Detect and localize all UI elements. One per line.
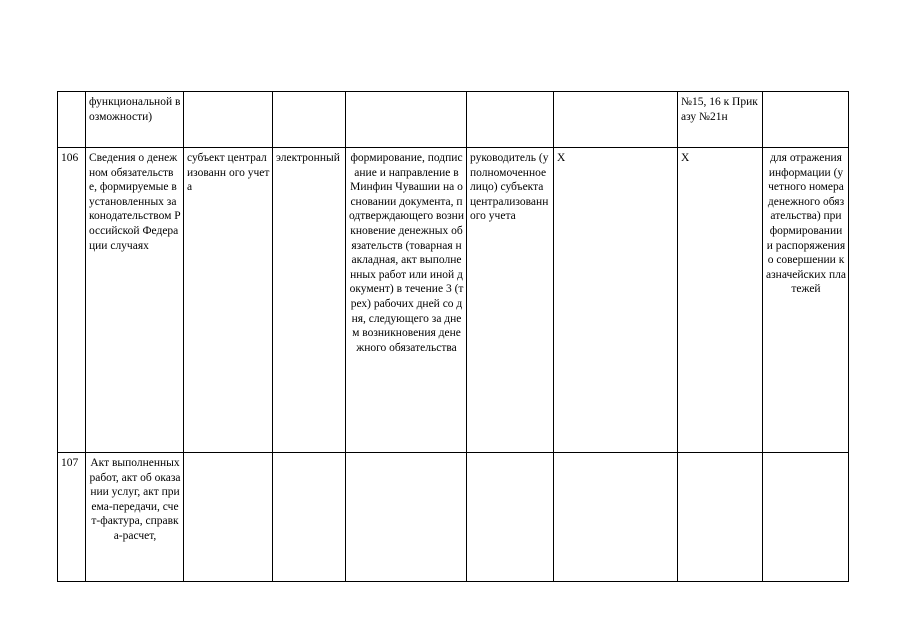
table-row: [58, 148, 849, 453]
purpose-cell: [763, 453, 849, 582]
form-cell: [273, 453, 346, 582]
document-name: Акт выполненных работ, акт об оказании услуг, акт приема-передачи, счет-фактура, справка-расчет,: [86, 453, 184, 582]
signer-cell: руководитель (уполномоченное лицо) субъекта централизованного учета: [467, 148, 554, 453]
column-8-cell: [678, 453, 763, 582]
form-cell: электронный: [273, 148, 346, 453]
row-number: 107: [58, 453, 86, 582]
row-number: 106: [58, 148, 86, 453]
procedure-cell: формирование, подписание и направление в Минфин Чувашии на основании документа, подтверждающего возникновение денежных обязательств (товарная накладная, акт выполненных работ или иной документ) в течение 3 (трех) рабочих дней со дня, следующего за днем возникновения денежного обязательства: [346, 148, 467, 453]
responsible-cell: [184, 92, 273, 148]
purpose-cell: для отражения информации (учетного номера денежного обязательства) при формировании и распоряжения о совершении казначейских платежей: [763, 148, 849, 453]
procedure-cell: [346, 453, 467, 582]
column-7-cell: Х: [554, 148, 678, 453]
signer-cell: [467, 92, 554, 148]
column-8-cell: Х: [678, 148, 763, 453]
responsible-cell: субъект централизованн ого учета: [184, 148, 273, 453]
registry-table: [57, 91, 849, 582]
column-8-cell: №15, 16 к Приказу №21н: [678, 92, 763, 148]
column-7-cell: [554, 453, 678, 582]
document-name: Сведения о денежном обязательстве, формируемые в установленных законодательством Российской Федерации случаях: [86, 148, 184, 453]
responsible-cell: [184, 453, 273, 582]
column-7-cell: [554, 92, 678, 148]
table-row: [58, 453, 849, 582]
document-name: функциональной возможности): [86, 92, 184, 148]
procedure-cell: [346, 92, 467, 148]
table-row: [58, 92, 849, 148]
purpose-cell: [763, 92, 849, 148]
row-number: [58, 92, 86, 148]
form-cell: [273, 92, 346, 148]
signer-cell: [467, 453, 554, 582]
